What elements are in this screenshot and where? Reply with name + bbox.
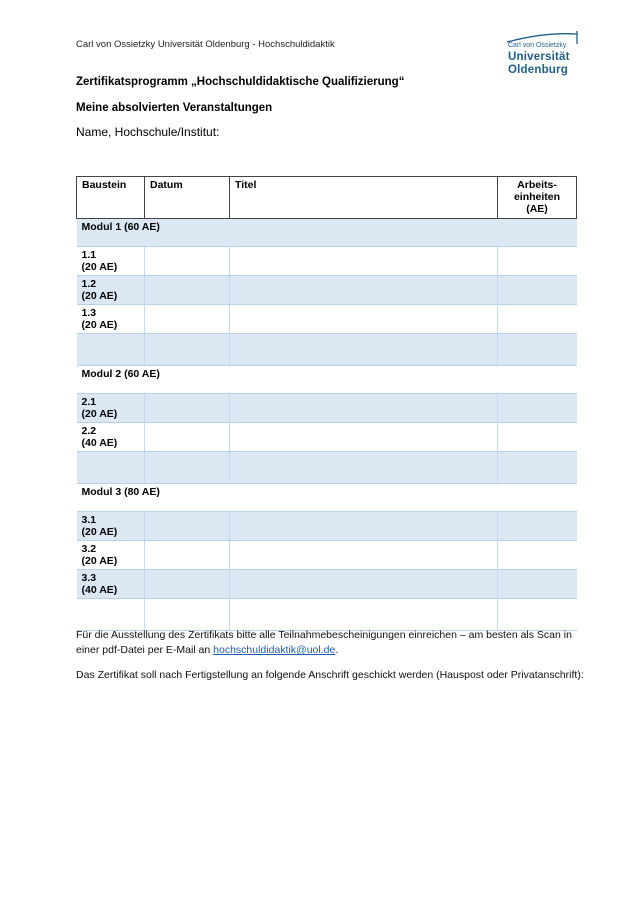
datum-cell[interactable]	[145, 394, 230, 423]
instructions-period: .	[335, 644, 339, 656]
table-row-empty	[77, 599, 577, 631]
datum-cell[interactable]	[145, 423, 230, 452]
datum-cell[interactable]	[145, 452, 230, 484]
ae-header-line: Arbeits-	[517, 179, 557, 191]
table-row-empty	[77, 334, 577, 366]
module-row	[77, 366, 577, 394]
address-instructions: Das Zertifikat soll nach Fertigstellung an folgende Anschrift geschickt werden (Hauspost oder Privatanschrift):	[76, 669, 584, 681]
ae-cell[interactable]	[498, 452, 577, 484]
titel-cell[interactable]	[230, 394, 498, 423]
logo-text-small: Carl von Ossietzky	[508, 42, 567, 49]
table-row	[77, 570, 577, 599]
baustein-cell: 1.3 (20 AE)	[77, 305, 145, 334]
ae-cell[interactable]	[498, 541, 577, 570]
baustein-cell: 3.1 (20 AE)	[77, 512, 145, 541]
datum-cell[interactable]	[145, 247, 230, 276]
datum-cell[interactable]	[145, 305, 230, 334]
running-header: Carl von Ossietzky Universität Oldenburg - Hochschuldidaktik	[76, 39, 335, 50]
ae-cell[interactable]	[498, 276, 577, 305]
column-header-ae	[498, 177, 577, 219]
ae-cell[interactable]	[498, 423, 577, 452]
events-table	[76, 176, 577, 631]
titel-cell[interactable]	[230, 276, 498, 305]
titel-cell[interactable]	[230, 423, 498, 452]
column-header-datum: Datum	[145, 177, 230, 219]
column-header-baustein: Baustein	[77, 177, 145, 219]
titel-cell[interactable]	[230, 334, 498, 366]
baustein-cell: 1.1 (20 AE)	[77, 247, 145, 276]
table-row-empty	[77, 452, 577, 484]
instructions-text: Für die Ausstellung des Zertifikats bitte alle Teilnahmebescheinigungen einreichen – am besten als Scan in einer pdf-Datei per E-Mail an	[76, 629, 572, 656]
titel-cell[interactable]	[230, 452, 498, 484]
baustein-cell[interactable]	[77, 334, 145, 366]
titel-cell[interactable]	[230, 570, 498, 599]
titel-cell[interactable]	[230, 247, 498, 276]
datum-cell[interactable]	[145, 334, 230, 366]
datum-cell[interactable]	[145, 512, 230, 541]
table-row	[77, 394, 577, 423]
baustein-cell[interactable]	[77, 452, 145, 484]
titel-cell[interactable]	[230, 512, 498, 541]
logo-text-line1: Universität	[508, 51, 570, 63]
titel-cell[interactable]	[230, 599, 498, 631]
datum-cell[interactable]	[145, 276, 230, 305]
ae-header-line: einheiten	[513, 191, 561, 203]
ae-cell[interactable]	[498, 599, 577, 631]
table-row	[77, 247, 577, 276]
datum-cell[interactable]	[145, 599, 230, 631]
module-row	[77, 484, 577, 512]
column-header-titel: Titel	[230, 177, 498, 219]
ae-cell[interactable]	[498, 247, 577, 276]
ae-cell[interactable]	[498, 305, 577, 334]
titel-cell[interactable]	[230, 305, 498, 334]
module-row	[77, 219, 577, 247]
ae-header-line: (AE)	[526, 203, 548, 215]
table-row	[77, 541, 577, 570]
table-row	[77, 276, 577, 305]
document-title: Zertifikatsprogramm „Hochschuldidaktische Qualifizierung“	[76, 76, 405, 88]
datum-cell[interactable]	[145, 541, 230, 570]
table-header-row	[77, 177, 577, 219]
baustein-cell[interactable]	[77, 599, 145, 631]
baustein-cell: 3.2 (20 AE)	[77, 541, 145, 570]
table-row	[77, 423, 577, 452]
titel-cell[interactable]	[230, 541, 498, 570]
ae-cell[interactable]	[498, 570, 577, 599]
submission-instructions	[76, 628, 586, 658]
ae-cell[interactable]	[498, 512, 577, 541]
email-link[interactable]: hochschuldidaktik@uol.de	[213, 644, 336, 656]
document-subtitle: Meine absolvierten Veranstaltungen	[76, 102, 273, 114]
university-logo	[505, 30, 585, 80]
logo-text-line2: Oldenburg	[508, 64, 568, 76]
ae-cell[interactable]	[498, 334, 577, 366]
table-row	[77, 305, 577, 334]
baustein-cell: 3.3 (40 AE)	[77, 570, 145, 599]
baustein-cell: 2.1 (20 AE)	[77, 394, 145, 423]
baustein-cell: 1.2 (20 AE)	[77, 276, 145, 305]
name-institution-label: Name, Hochschule/Institut:	[76, 125, 220, 139]
table-row	[77, 512, 577, 541]
ae-cell[interactable]	[498, 394, 577, 423]
module-label: Modul 2 (60 AE)	[77, 366, 577, 394]
baustein-cell: 2.2 (40 AE)	[77, 423, 145, 452]
module-label: Modul 1 (60 AE)	[77, 219, 577, 247]
module-label: Modul 3 (80 AE)	[77, 484, 577, 512]
datum-cell[interactable]	[145, 570, 230, 599]
